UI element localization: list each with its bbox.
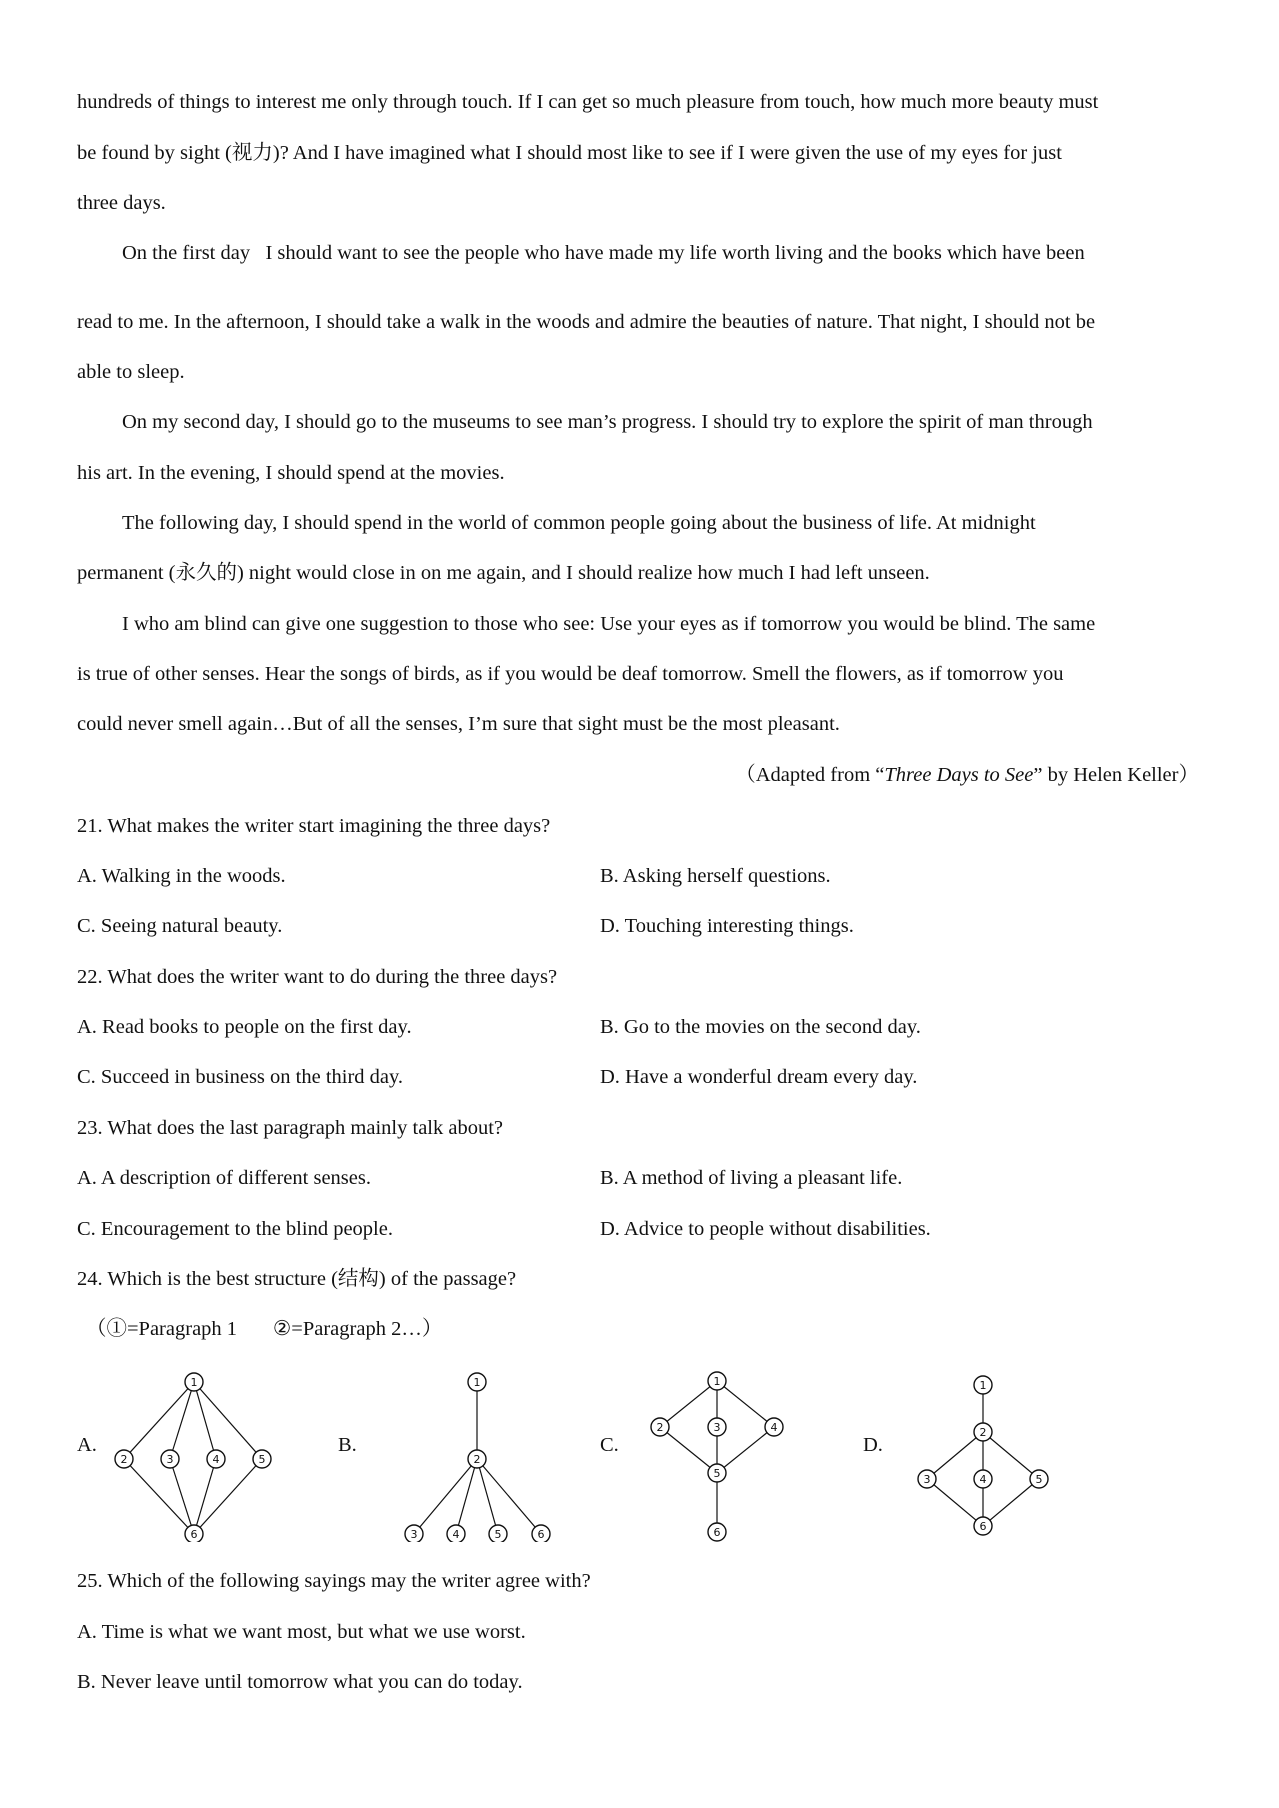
svg-text:4: 4 (452, 1528, 460, 1541)
node-6 (185, 1525, 203, 1542)
source-prefix: （Adapted from “ (735, 764, 885, 786)
svg-text:6: 6 (190, 1528, 198, 1541)
structure-diagram-a (100, 1362, 290, 1542)
source-citation (735, 762, 1199, 788)
node-3 (405, 1525, 423, 1542)
question-stem: 25. Which of the following sayings may the writer agree with? (77, 1570, 591, 1592)
node-1 (468, 1373, 486, 1391)
question-stem: 24. Which is the best structure (结构) of the passage? (77, 1268, 517, 1290)
node-1 (974, 1376, 992, 1394)
option: B. Asking herself questions. (600, 865, 831, 887)
source-suffix: ” by Helen Keller） (1033, 764, 1199, 786)
node-6 (708, 1523, 726, 1541)
passage-line: I who am blind can give one suggestion to those who see: Use your eyes as if tomorrow you would be blind. The same (122, 613, 1096, 635)
node-2 (115, 1450, 133, 1468)
question-stem: 22. What does the writer want to do during the three days? (77, 966, 558, 988)
svg-text:5: 5 (494, 1528, 502, 1541)
option: C. Succeed in business on the third day. (77, 1066, 404, 1088)
passage-line: hundreds of things to interest me only through touch. If I can get so much pleasure from touch, how much more beauty must (77, 91, 1099, 113)
source-title: Three Days to See (884, 764, 1034, 786)
diagram-label-b: B. (338, 1434, 357, 1456)
svg-text:5: 5 (1035, 1473, 1043, 1486)
option: D. Advice to people without disabilities. (600, 1218, 931, 1240)
question-stem: 21. What makes the writer start imagining the three days? (77, 815, 551, 837)
svg-text:1: 1 (979, 1379, 987, 1392)
option: A. Read books to people on the first day. (77, 1016, 412, 1038)
diagram-label-c: C. (600, 1434, 619, 1456)
node-2 (468, 1450, 486, 1468)
svg-text:2: 2 (120, 1453, 128, 1466)
structure-diagram-a-svg (100, 1362, 290, 1542)
structure-diagram-b-svg (395, 1362, 570, 1542)
node-4 (447, 1525, 465, 1542)
node-3 (161, 1450, 179, 1468)
option: A. A description of different senses. (77, 1167, 371, 1189)
passage-line: could never smell again…But of all the senses, I’m sure that sight must be the most pleasant. (77, 713, 840, 735)
svg-text:2: 2 (979, 1426, 987, 1439)
option: B. Go to the movies on the second day. (600, 1016, 921, 1038)
svg-text:3: 3 (923, 1473, 931, 1486)
passage-line: On my second day, I should go to the museums to see man’s progress. I should try to explore the spirit of man through (122, 411, 1093, 433)
passage-line: permanent (永久的) night would close in on me again, and I should realize how much I had left unseen. (77, 562, 930, 584)
option: A. Walking in the woods. (77, 865, 286, 887)
svg-text:6: 6 (979, 1520, 987, 1533)
svg-text:1: 1 (473, 1376, 481, 1389)
node-5 (489, 1525, 507, 1542)
svg-text:4: 4 (212, 1453, 220, 1466)
structure-diagram-b (395, 1362, 570, 1542)
node-5 (1030, 1470, 1048, 1488)
svg-text:1: 1 (713, 1375, 721, 1388)
node-4 (765, 1418, 783, 1436)
option: D. Touching interesting things. (600, 915, 854, 937)
node-3 (708, 1418, 726, 1436)
diagram-label-d: D. (863, 1434, 883, 1456)
node-5 (708, 1464, 726, 1482)
svg-text:6: 6 (713, 1526, 721, 1539)
option: D. Have a wonderful dream every day. (600, 1066, 918, 1088)
structure-diagram-d-svg (905, 1362, 1065, 1542)
svg-text:2: 2 (656, 1421, 664, 1434)
node-4 (974, 1470, 992, 1488)
diagram-label-a: A. (77, 1434, 97, 1456)
node-6 (974, 1517, 992, 1535)
structure-diagram-c-svg (640, 1362, 800, 1542)
passage-line: The following day, I should spend in the world of common people going about the business of life. At midnight (122, 512, 1036, 534)
option: C. Encouragement to the blind people. (77, 1218, 393, 1240)
svg-text:4: 4 (770, 1421, 778, 1434)
node-5 (253, 1450, 271, 1468)
passage-line: able to sleep. (77, 361, 185, 383)
node-2 (651, 1418, 669, 1436)
passage-line: three days. (77, 192, 166, 214)
svg-text:3: 3 (166, 1453, 174, 1466)
structure-diagram-d (905, 1362, 1065, 1542)
svg-text:3: 3 (410, 1528, 418, 1541)
passage-line: is true of other senses. Hear the songs of birds, as if you would be deaf tomorrow. Smell the flowers, as if tomorrow you (77, 663, 1064, 685)
node-4 (207, 1450, 225, 1468)
question-stem: 23. What does the last paragraph mainly talk about? (77, 1117, 504, 1139)
passage-line: be found by sight (视力)? And I have imagined what I should most like to see if I were given the use of my eyes for just (77, 142, 1062, 164)
svg-text:3: 3 (713, 1421, 721, 1434)
passage-line: read to me. In the afternoon, I should take a walk in the woods and admire the beauties of nature. That night, I should not be (77, 311, 1096, 333)
structure-diagram-c (640, 1362, 800, 1542)
node-6 (532, 1525, 550, 1542)
svg-text:5: 5 (713, 1467, 721, 1480)
node-3 (918, 1470, 936, 1488)
passage-line: On the first day I should want to see the people who have made my life worth living and the books which have been (122, 242, 1085, 264)
svg-text:4: 4 (979, 1473, 987, 1486)
svg-text:2: 2 (473, 1453, 481, 1466)
option: C. Seeing natural beauty. (77, 915, 283, 937)
node-1 (185, 1373, 203, 1391)
node-2 (974, 1423, 992, 1441)
svg-text:6: 6 (537, 1528, 545, 1541)
diagram-legend-note: （①=Paragraph 1 ②=Paragraph 2…） (86, 1318, 443, 1340)
passage-line: his art. In the evening, I should spend at the movies. (77, 462, 505, 484)
node-1 (708, 1372, 726, 1390)
option: B. A method of living a pleasant life. (600, 1167, 903, 1189)
option: B. Never leave until tomorrow what you can do today. (77, 1671, 523, 1693)
option: A. Time is what we want most, but what we use worst. (77, 1621, 526, 1643)
svg-text:5: 5 (258, 1453, 266, 1466)
svg-text:1: 1 (190, 1376, 198, 1389)
